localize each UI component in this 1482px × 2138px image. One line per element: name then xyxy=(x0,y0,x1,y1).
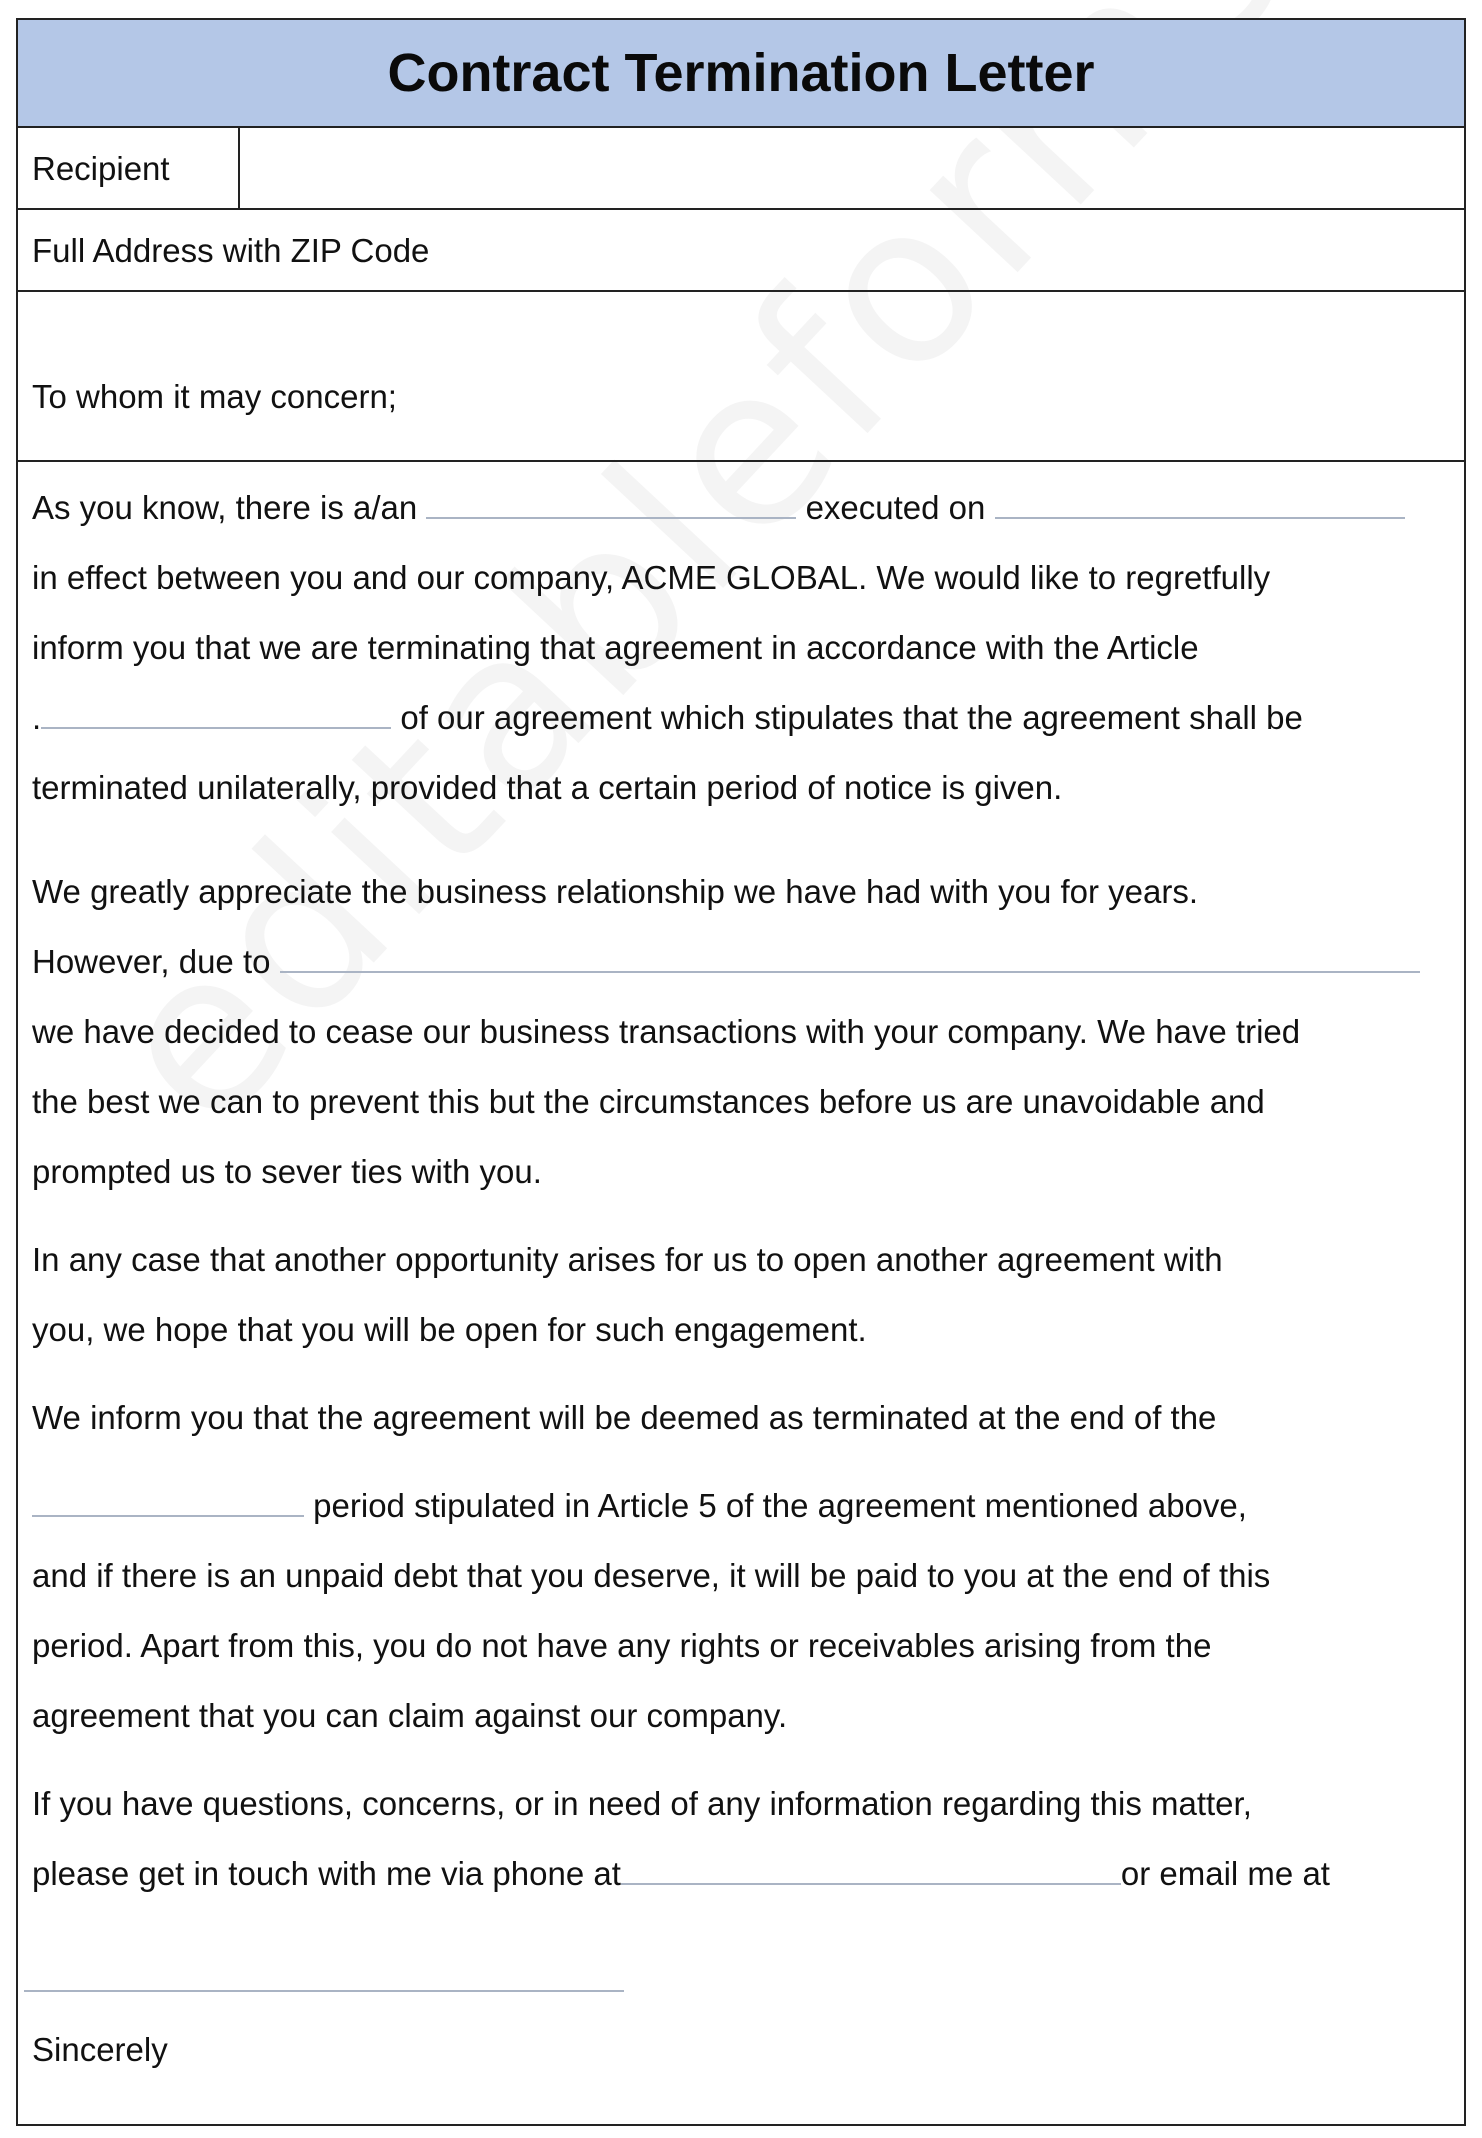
agreement-type-blank[interactable] xyxy=(426,489,796,519)
p1-text: of our agreement which stipulates that the agreement shall be xyxy=(400,699,1303,736)
p1-text: . xyxy=(32,699,42,736)
phone-blank[interactable] xyxy=(621,1855,1121,1885)
letter-form xyxy=(16,18,1466,2126)
p4-line2 xyxy=(32,1486,1452,1526)
execution-date-blank[interactable] xyxy=(995,489,1405,519)
notice-period-blank[interactable] xyxy=(32,1487,304,1517)
email-blank[interactable] xyxy=(24,1990,624,1992)
p4-line3: and if there is an unpaid debt that you deserve, it will be paid to you at the end of this xyxy=(32,1557,1271,1594)
closing-text: Sincerely xyxy=(32,2031,168,2068)
article-number-blank[interactable] xyxy=(41,699,391,729)
p4-line4: period. Apart from this, you do not have any rights or receivables arising from the xyxy=(32,1627,1212,1664)
greeting-text: To whom it may concern; xyxy=(32,378,397,415)
p4-text: period stipulated in Article 5 of the agreement mentioned above, xyxy=(313,1487,1247,1524)
recipient-row xyxy=(18,128,1464,210)
p5-line2 xyxy=(32,1854,1452,1894)
address-label: Full Address with ZIP Code xyxy=(32,232,430,269)
p1-line3: inform you that we are terminating that agreement in accordance with the Article xyxy=(32,629,1199,666)
p3-line1: In any case that another opportunity arises for us to open another agreement with xyxy=(32,1241,1223,1278)
p2-text: However, due to xyxy=(32,943,271,980)
p2-line2 xyxy=(32,942,1452,982)
p5-line1: If you have questions, concerns, or in need of any information regarding this matter, xyxy=(32,1785,1252,1822)
p2-line5: prompted us to sever ties with you. xyxy=(32,1153,542,1190)
p5-text: please get in touch with me via phone at xyxy=(32,1855,621,1892)
p2-line4: the best we can to prevent this but the circumstances before us are unavoidable and xyxy=(32,1083,1265,1120)
p5-text: or email me at xyxy=(1120,1855,1330,1892)
p3-line2: you, we hope that you will be open for such engagement. xyxy=(32,1311,867,1348)
address-row xyxy=(18,210,1464,292)
p2-line1: We greatly appreciate the business relationship we have had with you for years. xyxy=(32,873,1199,910)
p1-line4 xyxy=(32,698,1452,738)
p1-text: executed on xyxy=(805,489,986,526)
p1-line1 xyxy=(32,488,1452,528)
p1-text: As you know, there is a/an xyxy=(32,489,418,526)
p1-line5: terminated unilaterally, provided that a certain period of notice is given. xyxy=(32,769,1063,806)
p1-line2: in effect between you and our company, ACME GLOBAL. We would like to regretfully xyxy=(32,559,1271,596)
recipient-label: Recipient xyxy=(32,150,170,187)
recipient-divider xyxy=(238,128,240,208)
p4-line5: agreement that you can claim against our company. xyxy=(32,1697,788,1734)
p4-line1: We inform you that the agreement will be deemed as terminated at the end of the xyxy=(32,1399,1217,1436)
reason-blank[interactable] xyxy=(280,943,1420,973)
greeting-row xyxy=(18,292,1464,462)
page-title: Contract Termination Letter xyxy=(18,20,1464,128)
p2-line3: we have decided to cease our business transactions with your company. We have tried xyxy=(32,1013,1301,1050)
